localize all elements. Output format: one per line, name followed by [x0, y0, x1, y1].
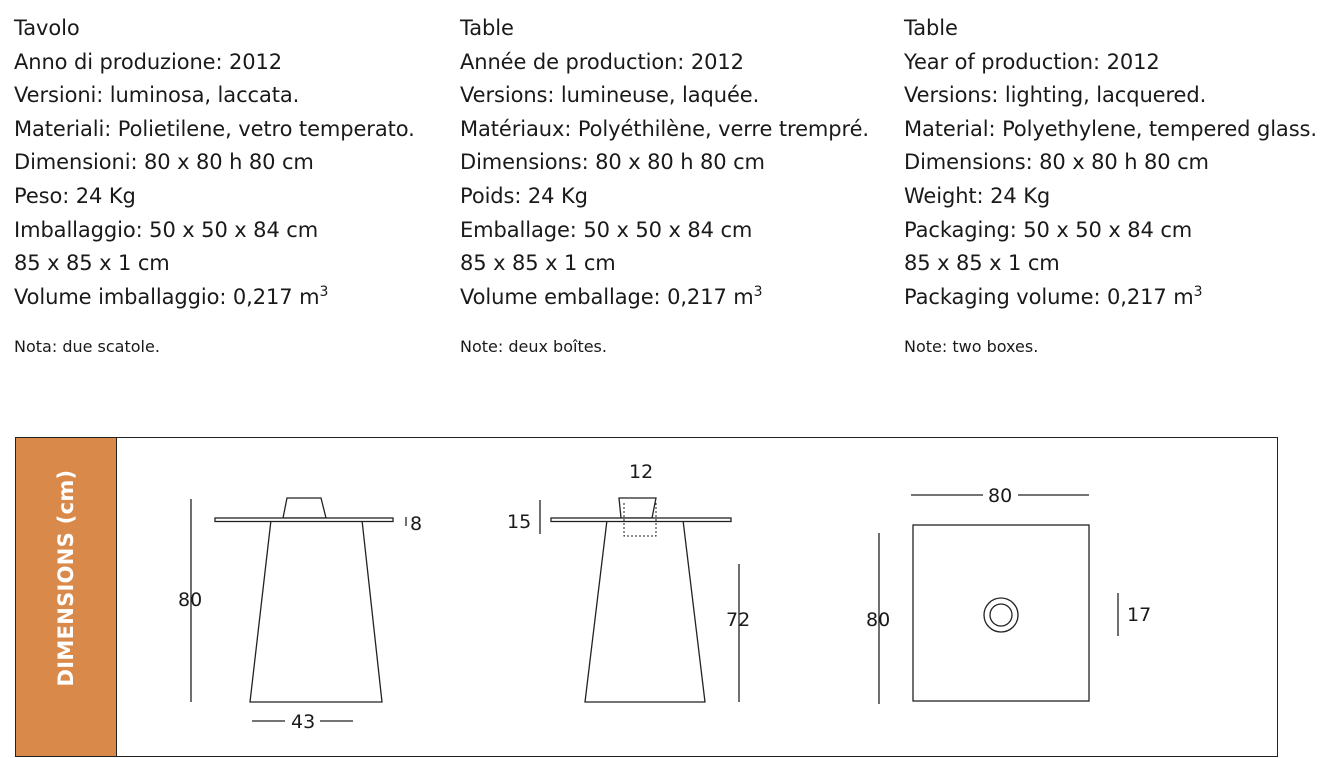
spec-packaging: Packaging: 50 x 50 x 84 cm: [904, 217, 1193, 242]
top-view-hole-label: 17: [1127, 604, 1152, 626]
spec-volume: [14, 281, 415, 315]
spec-note: Note: deux boîtes.: [460, 337, 607, 357]
spec-weight: Peso: 24 Kg: [14, 183, 136, 208]
top-view-depth-label: 80: [866, 609, 891, 631]
front-view-top-thickness-label: 8: [410, 513, 423, 535]
spec-volume-exponent: 3: [753, 283, 763, 300]
spec-note: Note: two boxes.: [904, 337, 1039, 357]
side-view-glass-top: [551, 518, 731, 522]
dimensions-tab-label: DIMENSIONS (cm): [54, 469, 78, 687]
top-view-drawing: [879, 495, 1118, 704]
front-view-glass-top: [215, 518, 393, 522]
side-view-top-height-label: 15: [507, 511, 532, 533]
spec-column-french: [460, 12, 869, 357]
top-view-hole-inner: [990, 604, 1012, 626]
spec-weight: Poids: 24 Kg: [460, 183, 588, 208]
front-view-base: [224, 520, 382, 702]
top-view-width-label: 80: [988, 485, 1013, 507]
spec-volume-exponent: 3: [1193, 283, 1203, 300]
spec-volume-text: Packaging volume: 0,217 m: [904, 284, 1194, 309]
spec-versions: Versioni: luminosa, laccata.: [14, 83, 300, 108]
spec-title: Table: [460, 16, 514, 40]
spec-packaging-2: 85 x 85 x 1 cm: [904, 251, 1060, 276]
spec-year: Year of production: 2012: [904, 49, 1160, 74]
spec-title: Table: [904, 16, 958, 40]
side-view-drawing: [540, 498, 739, 702]
spec-weight: Weight: 24 Kg: [904, 183, 1051, 208]
spec-materials: Material: Polyethylene, tempered glass.: [904, 116, 1317, 141]
top-view-glass-square: [913, 525, 1089, 701]
spec-year: Année de production: 2012: [460, 49, 744, 74]
spec-packaging: Emballage: 50 x 50 x 84 cm: [460, 217, 753, 242]
spec-volume: [460, 281, 869, 315]
spec-volume-exponent: 3: [319, 283, 329, 300]
front-view-height-label: 80: [178, 589, 203, 611]
front-view-base-width-label: 43: [291, 711, 316, 733]
side-view-base: [585, 520, 705, 702]
spec-dimensions: Dimensions: 80 x 80 h 80 cm: [904, 150, 1209, 175]
spec-packaging-2: 85 x 85 x 1 cm: [460, 251, 616, 276]
spec-year: Anno di produzione: 2012: [14, 49, 283, 74]
spec-packaging: Imballaggio: 50 x 50 x 84 cm: [14, 217, 319, 242]
side-view-base-height-label: 72: [726, 609, 751, 631]
technical-drawings: [16, 438, 1279, 758]
side-view-neck: [619, 498, 656, 518]
spec-versions: Versions: lumineuse, laquée.: [460, 83, 760, 108]
top-view-hole-outer: [984, 598, 1018, 632]
front-view-neck: [283, 498, 326, 518]
spec-dimensions: Dimensions: 80 x 80 h 80 cm: [460, 150, 765, 175]
side-view-top-width-label: 12: [629, 461, 654, 483]
spec-title: Tavolo: [14, 16, 80, 40]
spec-volume: [904, 281, 1317, 315]
spec-materials: Matériaux: Polyéthilène, verre trempré.: [460, 116, 869, 141]
spec-versions: Versions: lighting, lacquered.: [904, 83, 1207, 108]
spec-note: Nota: due scatole.: [14, 337, 160, 357]
dimensions-panel: [15, 437, 1278, 757]
spec-column-italian: [14, 12, 415, 357]
spec-packaging-2: 85 x 85 x 1 cm: [14, 251, 170, 276]
spec-materials: Materiali: Polietilene, vetro temperato.: [14, 116, 415, 141]
front-view-drawing: [191, 498, 406, 721]
spec-volume-text: Volume emballage: 0,217 m: [460, 284, 754, 309]
spec-dimensions: Dimensioni: 80 x 80 h 80 cm: [14, 150, 314, 175]
spec-volume-text: Volume imballaggio: 0,217 m: [14, 284, 320, 309]
spec-column-english: [904, 12, 1317, 357]
